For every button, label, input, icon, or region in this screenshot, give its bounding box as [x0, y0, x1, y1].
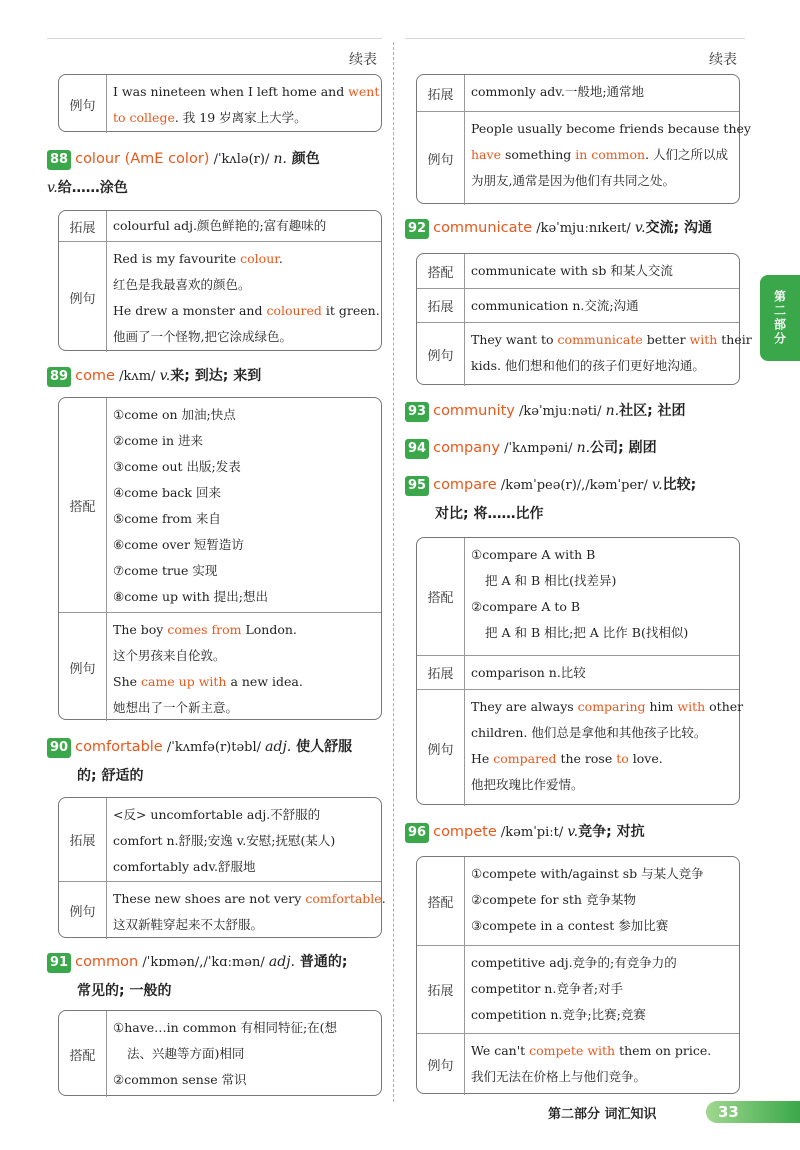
entry-number: 90 — [47, 738, 71, 758]
entry-93-head: 93 community /kəˈmjuːnəti/ n.社区; 社团 — [405, 397, 745, 426]
row-label: 拓展 — [59, 798, 107, 881]
entry-92-head: 92 communicate /kəˈmjuːnɪkeɪt/ v.交流; 沟通 — [405, 214, 745, 243]
table-common-cont: 拓展 commonly adv.一般地;通常地 例句 People usually become friends because they have something in common. 人们之所以成 为朋友,通常是因为他们有共同之处。 — [416, 74, 740, 204]
entry-94-head: 94 company /ˈkʌmpəni/ n.公司; 剧团 — [405, 434, 745, 463]
entry-number: 95 — [405, 476, 429, 496]
entry-88-head: 88 colour (AmE color) /ˈkʌlə(r)/ n. 颜色 v.给……涂色 — [47, 151, 320, 196]
row-label: 例句 — [417, 112, 465, 205]
row-label: 搭配 — [59, 1011, 107, 1097]
headword: compare — [433, 477, 497, 493]
row-label: 拓展 — [417, 289, 465, 322]
row-label: 搭配 — [417, 254, 465, 288]
headword: colour (AmE color) — [75, 151, 210, 167]
entry-number: 89 — [47, 367, 71, 387]
row-label: 拓展 — [59, 211, 107, 241]
top-rule-left — [47, 38, 382, 39]
row-label: 例句 — [417, 1034, 465, 1095]
continued-label: 续表 — [349, 52, 377, 68]
headword: community — [433, 403, 515, 419]
row-label: 例句 — [59, 613, 107, 721]
row-label: 例句 — [59, 75, 107, 133]
entry-95-head: 95 compare /kəmˈpeə(r)/,/kəmˈper/ v.比较; 对比; 将……比作 — [405, 471, 745, 528]
row-label: 搭配 — [417, 857, 465, 945]
row-label: 例句 — [417, 690, 465, 806]
table-communicate: 搭配 communicate with sb 和某人交流 拓展 communication n.交流;沟通 例句 They want to communicate better with their kids. 他们想和他们的孩子们更好地沟通。 — [416, 253, 740, 385]
entry-number: 94 — [405, 439, 429, 459]
row-label: 拓展 — [417, 656, 465, 689]
entry-89-head: 89 come /kʌm/ v.来; 到达; 来到 — [47, 362, 387, 391]
row-label: 例句 — [59, 242, 107, 352]
headword: company — [433, 440, 500, 456]
headword: common — [75, 954, 139, 970]
table-common: 搭配 ①have…in common 有相同特征;在(想 法、兴趣等方面)相同 ②common sense 常识 — [58, 1010, 382, 1096]
entry-number: 91 — [47, 953, 71, 973]
entry-96-head: 96 compete /kəmˈpiːt/ v.竞争; 对抗 — [405, 818, 745, 847]
headword: come — [75, 368, 115, 384]
table-compete: 搭配 ①compete with/against sb 与某人竞争 ②compete for sth 竞争某物 ③compete in a contest 参加比赛 拓展 competitive adj.竞争的;有竞争力的 competitor n.竞争者;对手 competition n.竞争;比赛;竞赛 例句 We can't compete with them on price. 我们无法在价格上与他们竞争。 — [416, 856, 740, 1094]
row-label: 搭配 — [59, 398, 107, 612]
headword: communicate — [433, 220, 533, 236]
row-label: 拓展 — [417, 946, 465, 1033]
row-label: 例句 — [59, 882, 107, 939]
table-come: 搭配 ①come on 加油;快点 ②come in 进来 ③come out 出版;发表 ④come back 回来 ⑤come from 来自 ⑥come over 短暂造访 ⑦come true 实现 ⑧come up with 提出;想出 例句 The boy comes from London. 这个男孩来自伦敦。 She came up with a new idea. 她想出了一个新主意。 — [58, 397, 382, 720]
column-divider — [393, 42, 394, 1102]
headword: comfortable — [75, 739, 163, 755]
table-come-example: 例句 I was nineteen when I left home and went to college. 我 19 岁离家上大学。 — [58, 74, 382, 132]
entry-number: 88 — [47, 150, 71, 170]
continued-label: 续表 — [709, 52, 737, 68]
row-label: 搭配 — [417, 538, 465, 655]
entry-90-head: 90 comfortable /ˈkʌmfə(r)təbl/ adj. 使人舒服 的; 舒适的 — [47, 733, 387, 790]
entry-91-head: 91 common /ˈkɒmən/,/ˈkɑːmən/ adj. 普通的; 常见的; 一般的 — [47, 948, 387, 1005]
table-compare: 搭配 ①compare A with B 把 A 和 B 相比(找差异) ②compare A to B 把 A 和 B 相比;把 A 比作 B(找相似) 拓展 comparison n.比较 例句 They are always comparing him with other children. 他们总是拿他和其他孩子比较。 He compared the rose to love. 他把玫瑰比作爱情。 — [416, 537, 740, 805]
table-comfortable: 拓展 <反> uncomfortable adj.不舒服的 comfort n.舒服;安逸 v.安慰;抚慰(某人) comfortably adv.舒服地 例句 These new shoes are not very comfortable. 这双新鞋穿起来不太舒服。 — [58, 797, 382, 938]
row-label: 拓展 — [417, 75, 465, 111]
entry-number: 96 — [405, 823, 429, 843]
section-side-tab[interactable]: 第二部分 — [760, 275, 800, 361]
page-number: 33 — [706, 1101, 800, 1123]
headword: compete — [433, 824, 497, 840]
entry-number: 92 — [405, 219, 429, 239]
footer-section-title: 第二部分 词汇知识 — [548, 1107, 657, 1122]
entry-number: 93 — [405, 402, 429, 422]
top-rule-right — [405, 38, 745, 39]
row-label: 例句 — [417, 323, 465, 386]
table-colour: 拓展 colourful adj.颜色鲜艳的;富有趣味的 例句 Red is my favourite colour. 红色是我最喜欢的颜色。 He drew a monster and coloured it green. 他画了一个怪物,把它涂成绿色。 — [58, 210, 382, 351]
